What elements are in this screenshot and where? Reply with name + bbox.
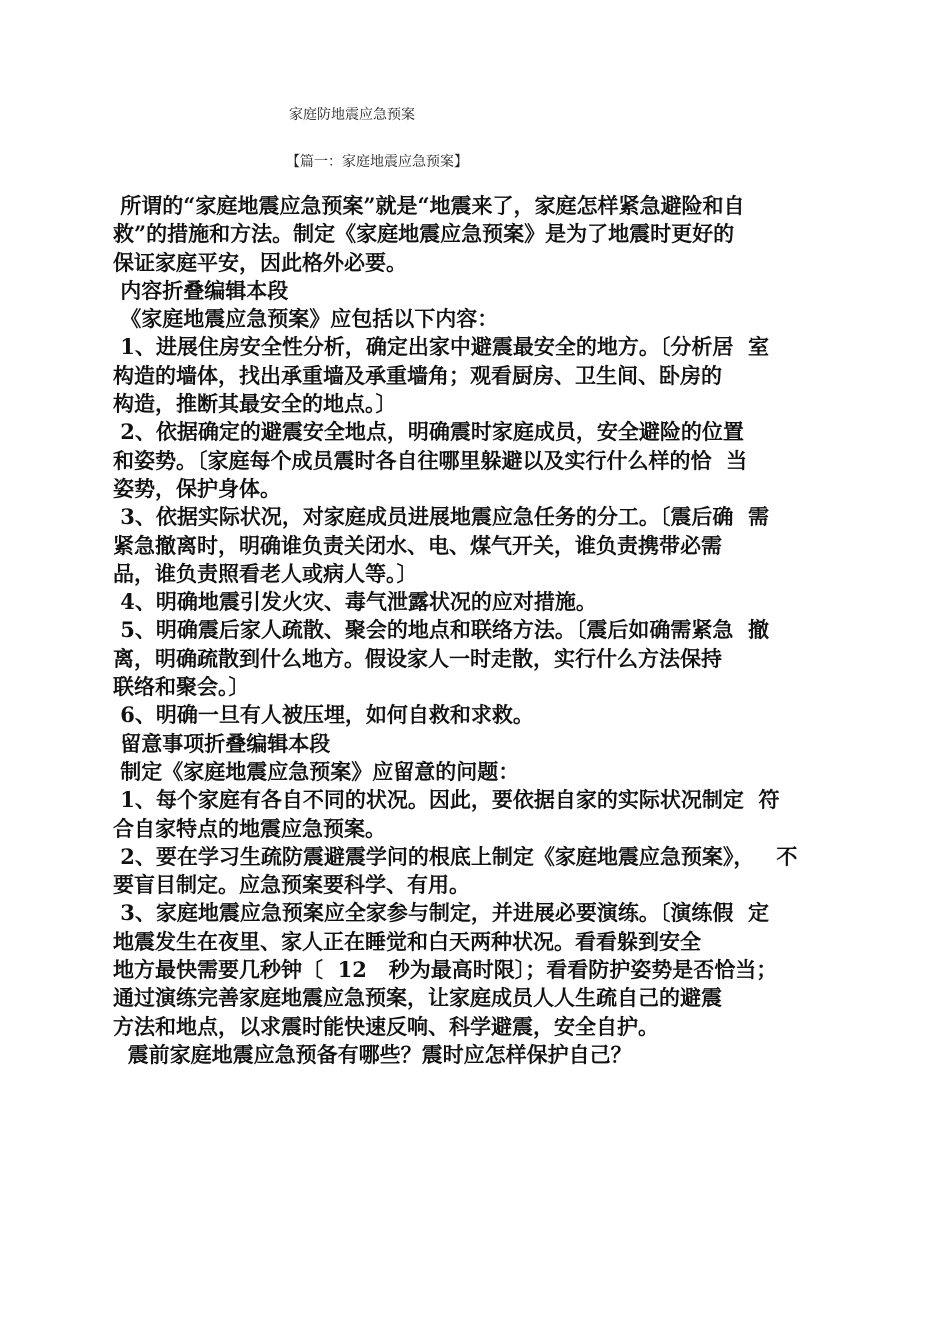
body-line: 4、明确地震引发火灾、毒气泄露状况的应对措施。: [113, 589, 597, 615]
body-line: 内容折叠编辑本段: [113, 277, 289, 303]
body-line: 和姿势。〔家庭每个成员震时各自往哪里躲避以及实行什么样的恰 当: [113, 447, 748, 473]
body-line: 紧急撤离时，明确谁负责关闭水、电、煤气开关，谁负责携带必需: [113, 532, 722, 558]
body-line: 地方最快需要几秒钟〔 12 秒为最高时限〕；看看防护姿势是否恰当；: [113, 957, 778, 983]
body-line: 姿势，保护身体。: [113, 475, 281, 501]
body-line: 构造的墙体，找出承重墙及承重墙角；观看厨房、卫生间、卧房的: [113, 362, 722, 388]
body-line: 要盲目制定。应急预案要科学、有用。: [113, 872, 470, 898]
body-line: 6、明确一旦有人被压埋，如何自救和求救。: [113, 702, 534, 728]
body-line: 离，明确疏散到什么地方。假设家人一时走散，实行什么方法保持: [113, 645, 722, 671]
body-line: 联络和聚会。〕: [113, 674, 250, 700]
document-title: 家庭防地震应急预案: [289, 107, 415, 123]
body-line: 方法和地点，以求震时能快速反响、科学避震，安全自护。: [113, 1013, 659, 1039]
body-line: 保证家庭平安，因此格外必要。: [113, 249, 407, 275]
body-line: 震前家庭地震应急预备有哪些？震时应怎样保护自己？: [113, 1041, 632, 1067]
body-line: 品，谁负责照看老人或病人等。〕: [113, 560, 418, 586]
body-line: 留意事项折叠编辑本段: [113, 730, 331, 756]
body-line: 通过演练完善家庭地震应急预案，让家庭成员人人生疏自己的避震: [113, 985, 722, 1011]
body-line: 1、每个家庭有各自不同的状况。因此，要依据自家的实际状况制定 符: [113, 787, 780, 813]
body-line: 1、进展住房安全性分析，确定出家中避震最安全的地方。〔分析居 室: [113, 334, 770, 360]
body-line: 救”的措施和方法。制定《家庭地震应急预案》是为了地震时更好的: [113, 221, 735, 247]
body-line: 所谓的“家庭地震应急预案”就是“地震来了，家庭怎样紧急避险和自: [113, 193, 745, 218]
body-line: 地震发生在夜里、家人正在睡觉和白天两种状况。看看躲到安全: [113, 928, 701, 954]
body-line: 5、明确震后家人疏散、聚会的地点和联络方法。〔震后如确需紧急 撤: [113, 617, 770, 643]
body-line: 制定《家庭地震应急预案》应留意的问题：: [113, 758, 520, 784]
body-line: 《家庭地震应急预案》应包括以下内容：: [113, 306, 499, 332]
document-subtitle: 【篇一：家庭地震应急预案】: [286, 154, 468, 170]
body-line: 合自家特点的地震应急预案。: [113, 815, 386, 841]
body-line: 3、家庭地震应急预案应全家参与制定，并进展必要演练。〔演练假 定: [113, 900, 770, 926]
body-line: 构造，推断其最安全的地点。〕: [113, 391, 397, 417]
body-line: 3、依据实际状况，对家庭成员进展地震应急任务的分工。〔震后确 需: [113, 504, 770, 530]
body-line: 2、要在学习生疏防震避震学问的根底上制定《家庭地震应急预案》， 不: [113, 843, 798, 869]
document-body: [113, 192, 873, 1069]
body-line: 2、依据确定的避震安全地点，明确震时家庭成员，安全避险的位置: [113, 419, 744, 445]
